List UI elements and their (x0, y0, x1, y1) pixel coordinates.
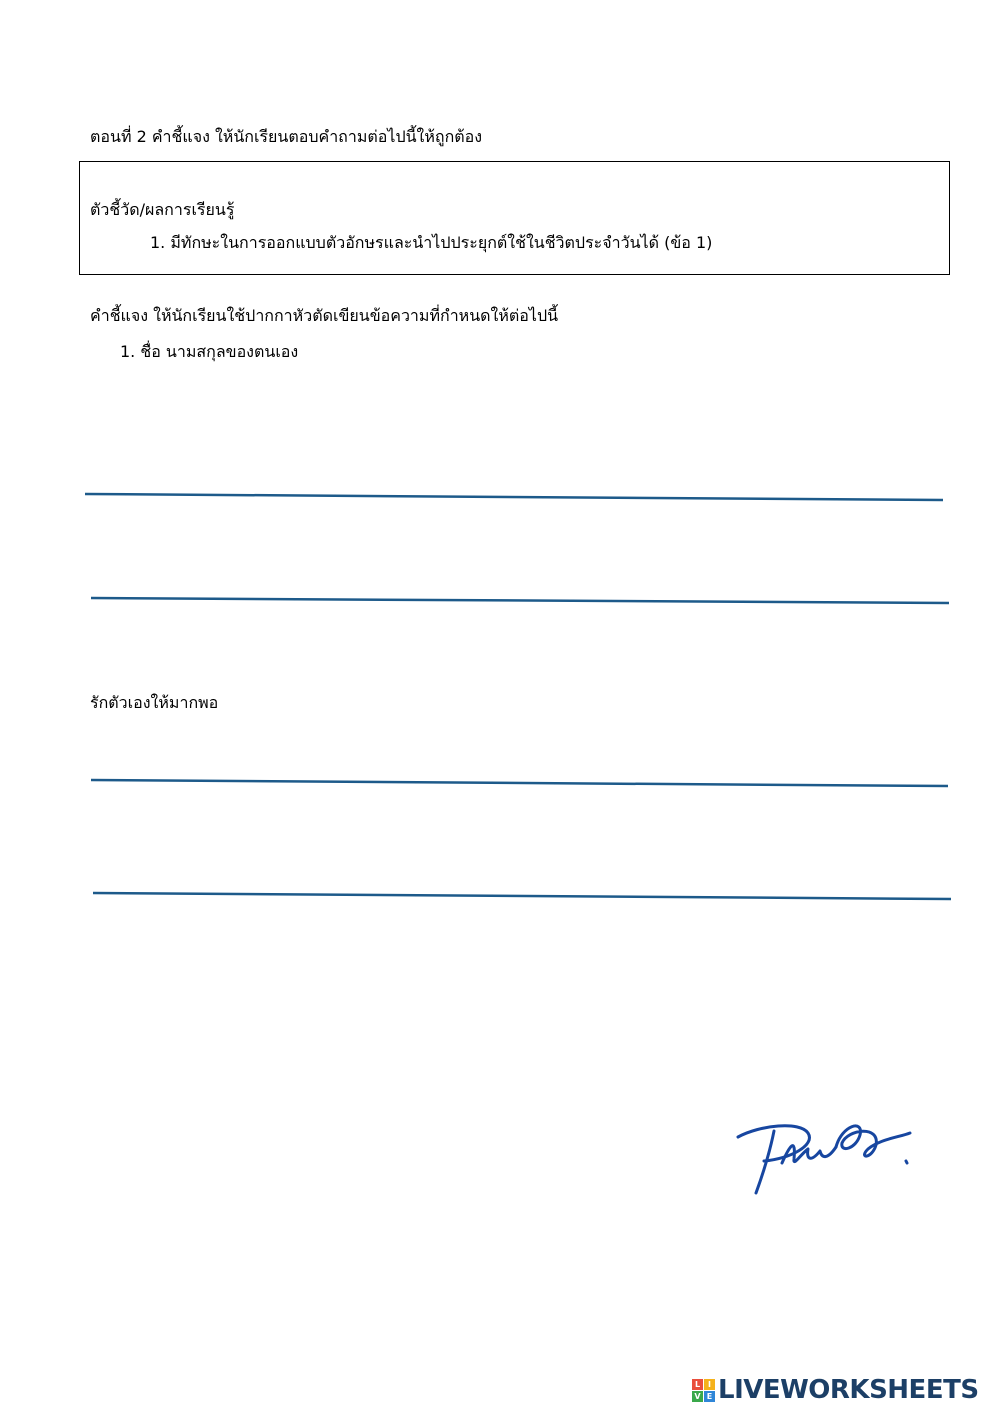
section-heading: ตอนที่ 2 คำชี้แจง ให้นักเรียนตอบคำถามต่อไปนี้ให้ถูกต้อง (90, 127, 483, 146)
indicator-title: ตัวชี้วัด/ผลการเรียนรู้ (90, 200, 235, 219)
indicator-item: 1. มีทักษะในการออกแบบตัวอักษรและนำไปประยุกต์ใช้ในชีวิตประจำวันได้ (ข้อ 1) (150, 233, 713, 252)
instruction-text: คำชี้แจง ให้นักเรียนใช้ปากกาหัวตัดเขียนข้อความที่กำหนดให้ต่อไปนี้ (90, 306, 559, 325)
answer-line-3[interactable] (91, 780, 948, 786)
logo-tile-e: E (704, 1391, 715, 1402)
brand-watermark (692, 1374, 979, 1406)
brand-name: LIVEWORKSHEETS (718, 1375, 979, 1405)
answer-line-2[interactable] (91, 598, 949, 603)
answer-line-1[interactable] (85, 494, 943, 500)
logo-tile-l: L (692, 1379, 703, 1390)
liveworksheets-logo-icon (692, 1379, 715, 1402)
logo-tile-v: V (692, 1391, 703, 1402)
logo-tile-i: I (704, 1379, 715, 1390)
question-item: 1. ชื่อ นามสกุลของตนเอง (120, 342, 299, 361)
handwritten-signature-icon (730, 1115, 920, 1200)
sample-text: รักตัวเองให้มากพอ (90, 693, 219, 712)
answer-line-4[interactable] (93, 893, 951, 899)
